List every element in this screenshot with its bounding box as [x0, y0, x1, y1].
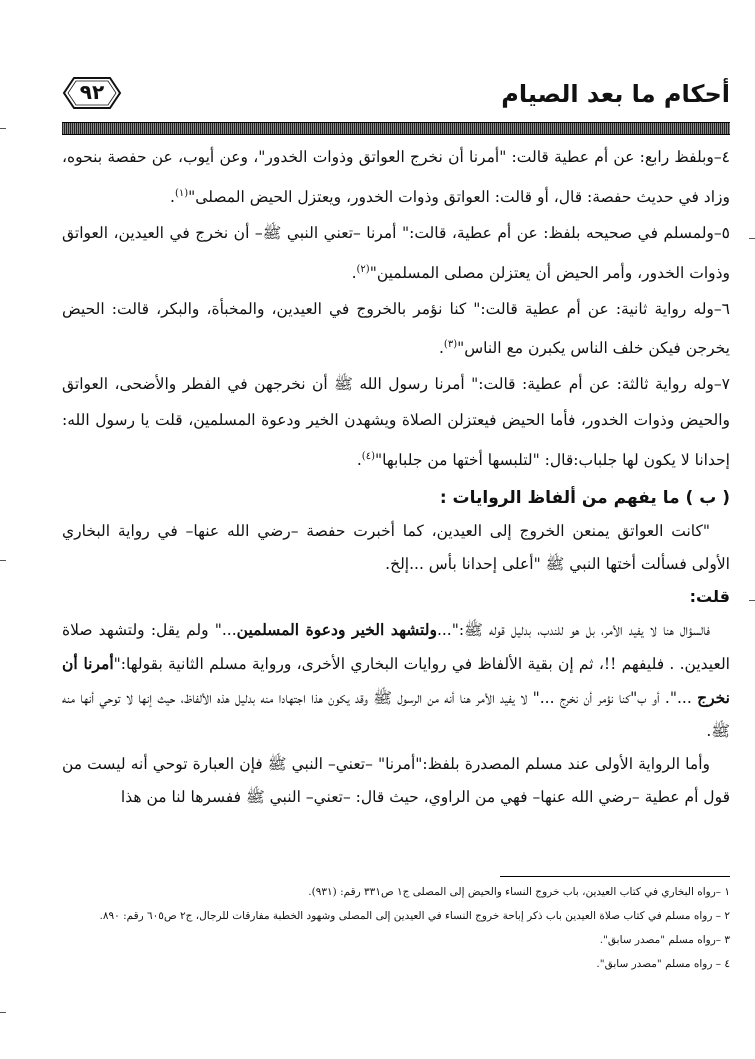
- section-heading: ( ب ) ما يفهم من ألفاظ الروايات :: [439, 487, 730, 508]
- paragraph-text: ٥–ولمسلم في صحيحه بلفظ: عن أم عطية، قالت:" أمرنا –تعني النبي ﷺ– أن نخرج في العيدين، العواتق وذوات الخدور، وأمر الحيض أن يعتزلن مصلى المسلمين": [62, 223, 730, 282]
- paragraph-text: ٤–وبلفظ رابع: عن أم عطية قالت: "أمرنا أن نخرج العواتق وذوات الخدور"، وعن أيوب، عن حفصة بنحوه، وزاد في حديث حفصة: قال، أو قالت: العواتق وذوات الخدور، ويعتزل الحيض المصلى": [62, 148, 730, 206]
- footnote-4: ٤ – رواه مسلم "مصدر سابق".: [596, 958, 730, 970]
- discussion-text: ...". أو ب"كنا نؤمر أن نخرج ..." لا يفيد الأمر هنا أنه من الرسول ﷺ وقد يكون هذا اجتهادا منه بدليل هذه الألفاظ، حيث إنها لا توحي أنها منه ﷺ.: [62, 688, 730, 740]
- footnote-1: ١ –رواه البخاري في كتاب العيدين، باب خروج النساء والحيض إلى المصلى ج١ ص٣٣١ رقم: (٩٣١).: [308, 886, 730, 898]
- scan-mark: [749, 600, 755, 601]
- paragraph-tail: .: [356, 451, 362, 469]
- page-number-badge: [62, 76, 122, 110]
- footnote-ref: (١): [174, 187, 189, 199]
- scan-mark: [0, 1012, 6, 1013]
- section-paragraph: "كانت العواتق يمنعن الخروج إلى العيدين، كما أخبرت حفصة –رضي الله عنها– في رواية البخاري الأولى فسألت أختها النبي ﷺ "أعلى إحدانا بأس ...إلخ.: [62, 521, 730, 573]
- book-title: أحكام ما بعد الصيام: [501, 80, 730, 108]
- footnote-ref: (٣): [443, 339, 458, 351]
- paragraph-tail: .: [438, 339, 444, 358]
- hadith-paragraph-5: [62, 216, 730, 292]
- footnote-2: ٢ – رواه مسلم في كتاب صلاة العيدين باب ذكر إباحة خروج النساء في العيدين إلى المصلى وشهود الخطبة مفارقات للرجال، ج٢ ص٦٠٥ رقم: ٨٩٠.: [99, 910, 730, 922]
- paragraph-text: ٧–وله رواية ثالثة: عن أم عطية: قالت:" أمرنا رسول الله ﷺ أن نخرجهن في الفطر والأضحى، العواتق والحيض وذوات الخدور، فأما الحيض فيعتزلن الصلاة ويشهدن الخير ودعوة المسلمين، قلت يا رسول الله: إحدانا لا يكون لها جلباب:قال: "لتلبسها أختها من جلبابها": [62, 375, 730, 469]
- discussion-text: ..." ولم يقل: ولتشهد صلاة العيدين. . فليفهم !!، ثم إن بقية الألفاظ في روايات البخاري الأخرى، ورواية مسلم الثانية بقولها:": [62, 620, 730, 673]
- scan-mark: [0, 128, 6, 129]
- footnote-divider: [500, 876, 730, 877]
- footnote-ref: (٤): [361, 450, 375, 462]
- qult-heading: قلت:: [689, 586, 730, 606]
- page-header: [62, 74, 730, 120]
- scan-mark: [0, 560, 6, 561]
- footnote-ref: (٢): [356, 263, 370, 275]
- paragraph-tail: .: [351, 263, 357, 282]
- main-text: [62, 140, 730, 814]
- footnotes: [62, 880, 730, 976]
- hadith-paragraph-4: [62, 140, 730, 216]
- page-number: ٩٢: [79, 80, 105, 104]
- hadith-paragraph-7: [62, 367, 730, 479]
- header-rule: [62, 122, 730, 135]
- scan-mark: [749, 238, 755, 239]
- discussion-text: فالسؤال هنا لا يفيد الأمر، بل هو للندب، بدليل قوله ﷺ:"...: [436, 620, 711, 639]
- discussion-bold-text: أمرنا أن نخرج: [62, 653, 730, 707]
- hadith-paragraph-6: [62, 292, 730, 368]
- discussion-bold-text: ولتشهد الخير ودعوة المسلمين: [236, 619, 437, 639]
- paragraph-text: ٦–وله رواية ثانية: عن أم عطية قالت:" كنا نؤمر بالخروج في العيدين، والمخبأة، والبكر، قالت: الحيض يخرجن فيكن خلف الناس يكبرن مع الناس": [62, 299, 730, 358]
- discussion-paragraph-2: وأما الرواية الأولى عند مسلم المصدرة بلفظ:"أمرنا" –تعني– النبي ﷺ فإن العبارة توحي أنه ليست من قول أم عطية –رضي الله عنها– فهي من الراوي، حيث قال: –تعني– النبي ﷺ ففسرها لنا من هذا: [62, 754, 730, 806]
- discussion-paragraph-1: [62, 613, 730, 748]
- paragraph-tail: .: [170, 187, 175, 206]
- footnote-3: ٣ –رواه مسلم "مصدر سابق".: [599, 934, 730, 946]
